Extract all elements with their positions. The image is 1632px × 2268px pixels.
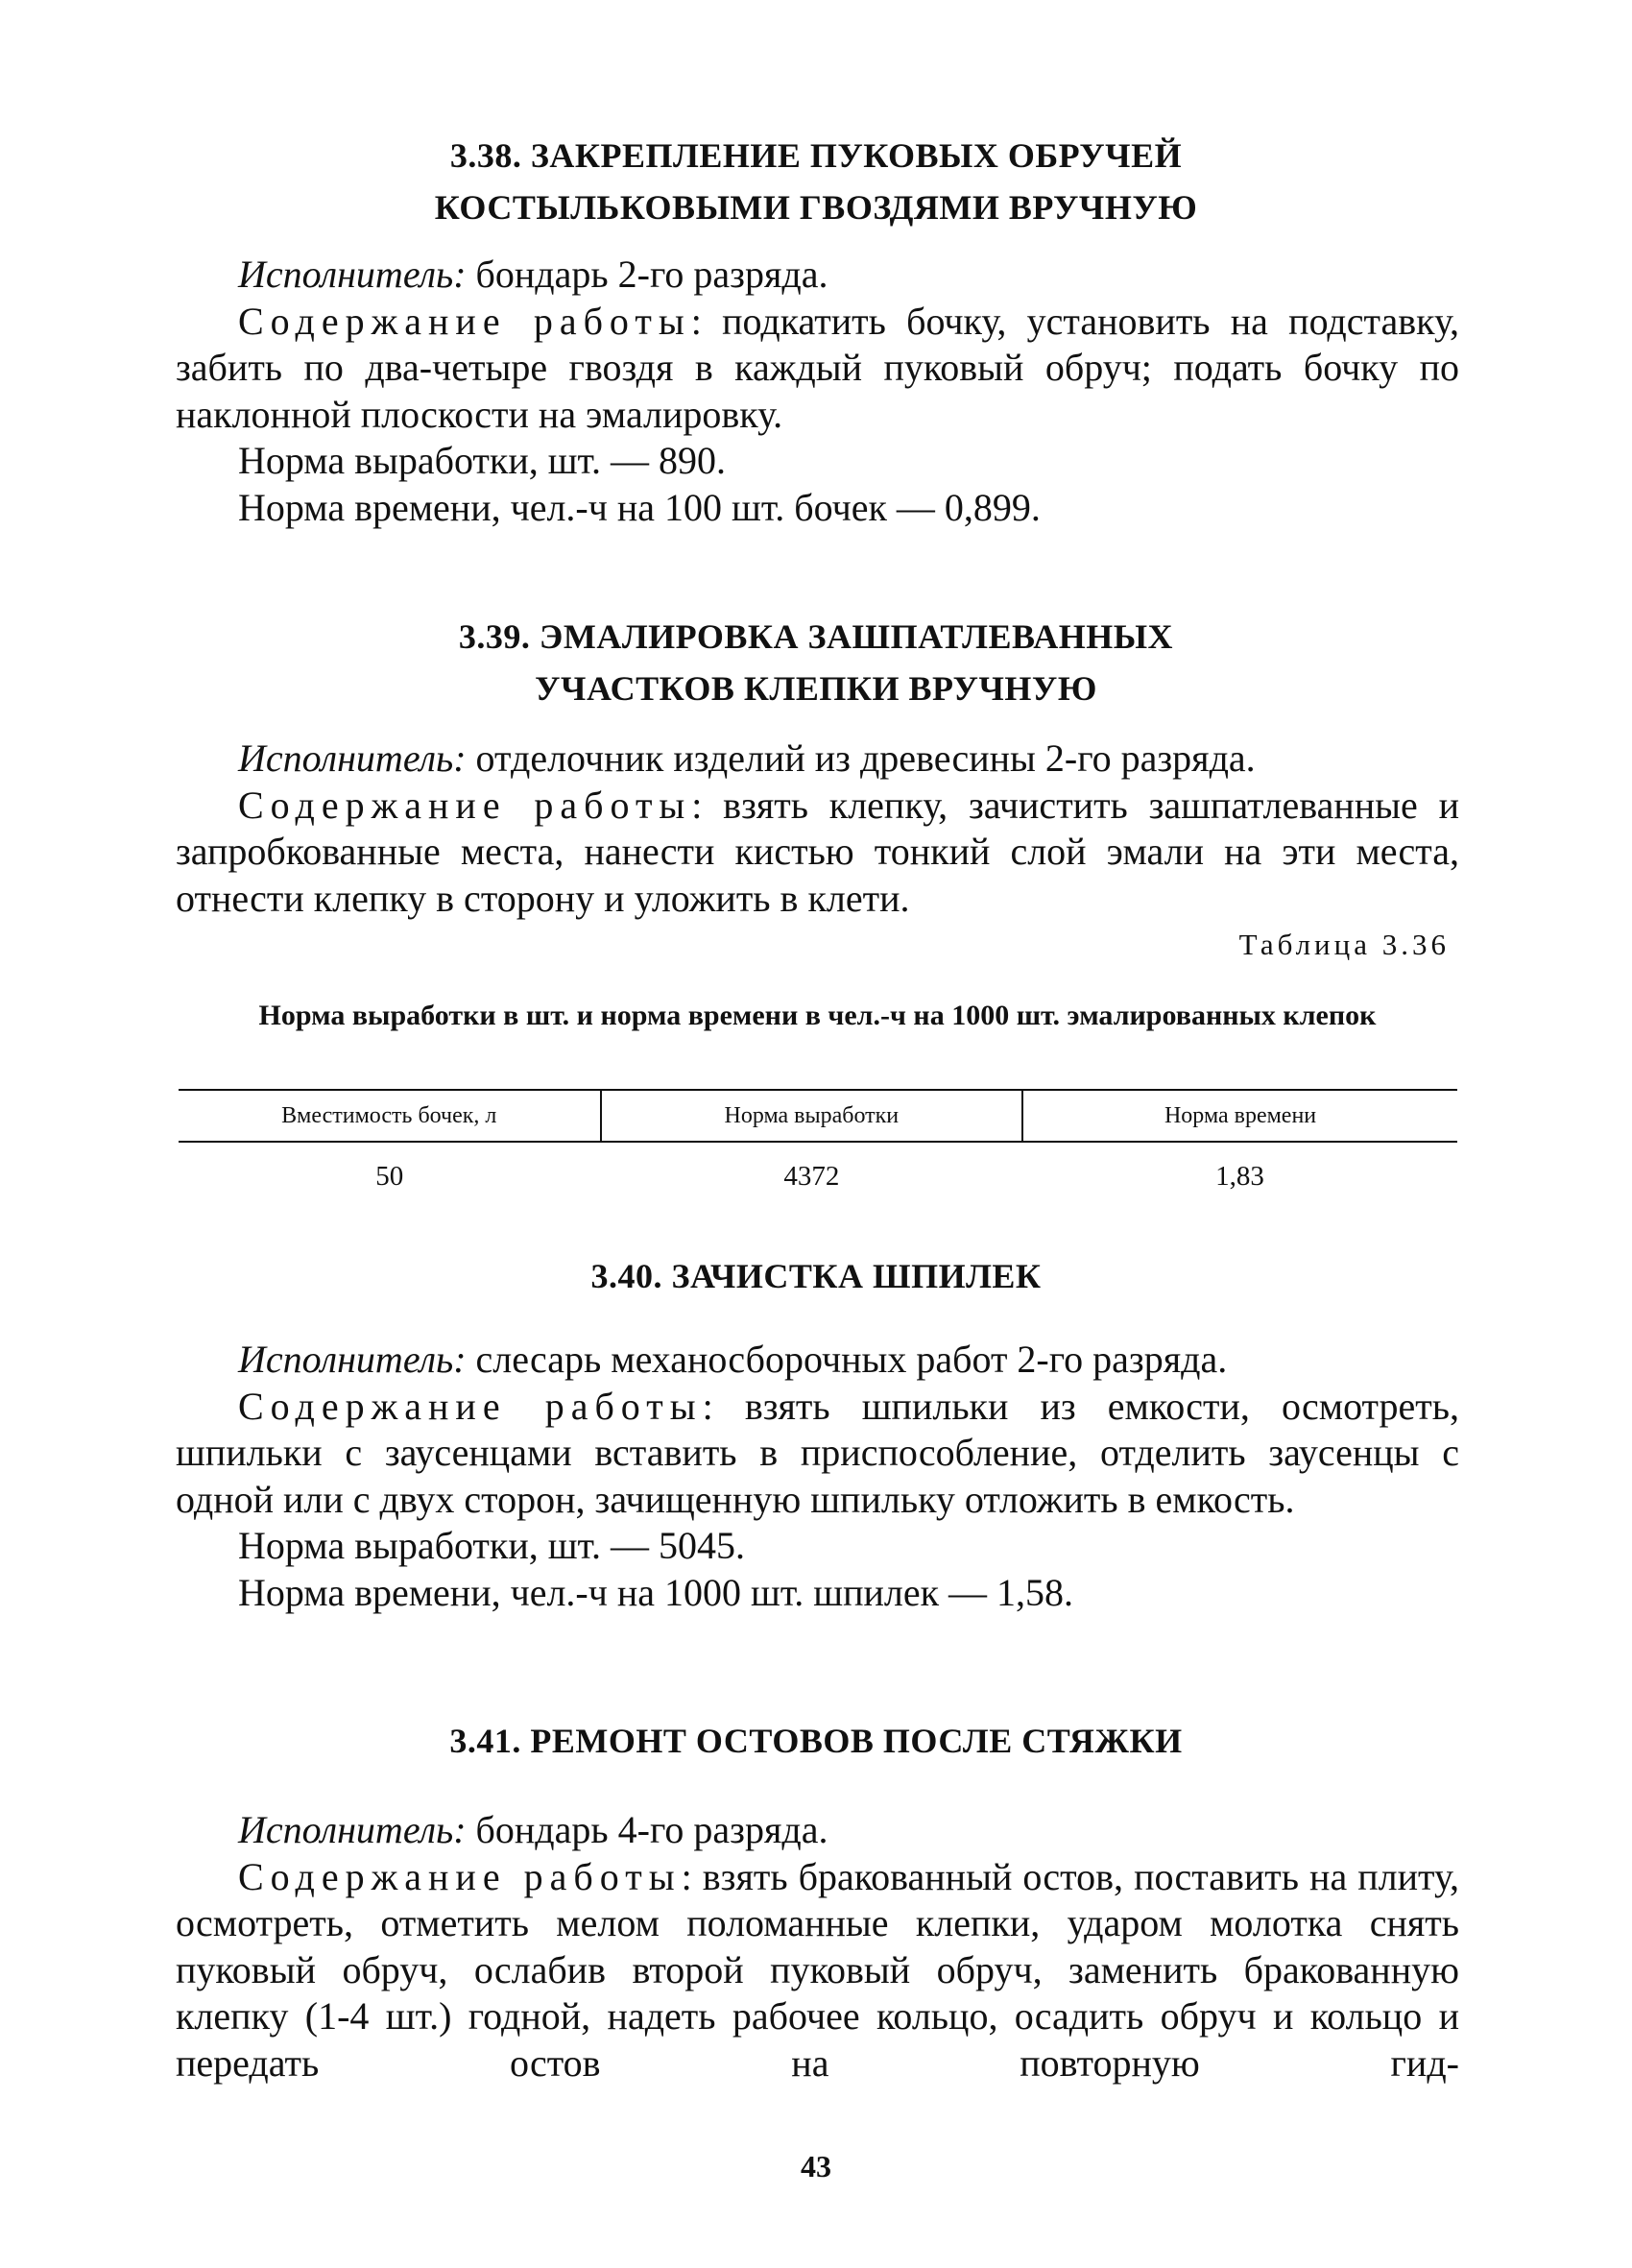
performer-label: Исполнитель: bbox=[238, 736, 467, 780]
page-number: 43 bbox=[801, 2149, 831, 2184]
heading-line: УЧАСТКОВ КЛЕПКИ ВРУЧНУЮ bbox=[535, 669, 1097, 708]
norms-table bbox=[179, 1089, 1457, 1207]
content-text: : взять шпильки из емкости, осмотреть, шпильки с заусенцами вставить в приспособление, отделить заусенцы с одной или с двух сторон, зачищенную шпильку отложить в емкость. bbox=[176, 1384, 1459, 1521]
performer-text: бондарь 4-го разряда. bbox=[466, 1808, 828, 1851]
section-heading-3-41 bbox=[173, 1715, 1459, 1767]
heading-line: 3.38. ЗАКРЕПЛЕНИЕ ПУКОВЫХ ОБРУЧЕЙ bbox=[449, 136, 1183, 175]
content-text: : подкатить бочку, установить на подставку, забить по два-четыре гвоздя в каждый пуковый обруч; подать бочку по наклонной плоскости на эмалировку. bbox=[176, 299, 1459, 436]
table-caption: Норма выработки в шт. и норма времени в чел.-ч на 1000 шт. эмалированных клепок bbox=[258, 1000, 1377, 1031]
performer-text: бондарь 2-го разряда. bbox=[466, 253, 828, 296]
content-paragraph bbox=[176, 299, 1459, 439]
norm-output: Норма выработки, шт. — 890. bbox=[238, 439, 727, 482]
heading-line: 3.40. ЗАЧИСТКА ШПИЛЕК bbox=[590, 1257, 1042, 1295]
table-header-time: Норма времени bbox=[1022, 1090, 1457, 1142]
section-body-3-39 bbox=[176, 736, 1459, 922]
content-paragraph bbox=[176, 1384, 1459, 1524]
section-body-3-38 bbox=[176, 252, 1459, 531]
table-cell-time: 1,83 bbox=[1215, 1160, 1264, 1192]
content-label: Содержание работы bbox=[238, 783, 692, 827]
performer-line bbox=[176, 252, 1459, 299]
performer-line bbox=[176, 1807, 1459, 1854]
section-body-3-41 bbox=[176, 1807, 1459, 2087]
content-label: Содержание работы bbox=[238, 299, 691, 343]
table-header-output: Норма выработки bbox=[601, 1090, 1023, 1142]
table-row bbox=[179, 1142, 1457, 1207]
content-text: : взять клепку, зачистить зашпатлеванные и запробкованные места, нанести кистью тонкий слой эмали на эти места, отнести клепку в сторону и уложить в клети. bbox=[176, 783, 1459, 920]
table-cell-capacity: 50 bbox=[375, 1160, 404, 1192]
performer-label: Исполнитель: bbox=[238, 1808, 467, 1851]
performer-line bbox=[176, 1337, 1459, 1384]
section-heading-3-40 bbox=[173, 1250, 1459, 1302]
performer-line bbox=[176, 736, 1459, 783]
heading-line: 3.39. ЭМАЛИРОВКА ЗАШПАТЛЕВАННЫХ bbox=[458, 617, 1174, 656]
table-cell-output: 4372 bbox=[783, 1160, 840, 1192]
heading-line: КОСТЫЛЬКОВЫМИ ГВОЗДЯМИ ВРУЧНУЮ bbox=[434, 188, 1198, 227]
section-heading-3-38 bbox=[173, 130, 1459, 233]
content-paragraph bbox=[176, 783, 1459, 923]
table-header-row bbox=[179, 1090, 1457, 1142]
content-paragraph bbox=[176, 1854, 1459, 2087]
performer-text: отделочник изделий из древесины 2-го разряда. bbox=[466, 736, 1256, 780]
section-heading-3-39 bbox=[173, 611, 1459, 714]
norm-time: Норма времени, чел.-ч на 100 шт. бочек — 0,899. bbox=[238, 485, 1041, 529]
table-header-capacity: Вместимость бочек, л bbox=[179, 1090, 601, 1142]
norm-output: Норма выработки, шт. — 5045. bbox=[238, 1524, 746, 1567]
heading-line: 3.41. РЕМОНТ ОСТОВОВ ПОСЛЕ СТЯЖКИ bbox=[449, 1722, 1183, 1760]
content-label: Содержание работы bbox=[238, 1854, 682, 1898]
norm-time: Норма времени, чел.-ч на 1000 шт. шпилек — 1,58. bbox=[238, 1570, 1074, 1614]
performer-label: Исполнитель: bbox=[238, 253, 467, 296]
performer-label: Исполнитель: bbox=[238, 1338, 467, 1381]
content-text: : взять бракованный остов, поставить на плиту, осмотреть, отметить мелом поломанные клепки, ударом молотка снять пуковый обруч, ослабив второй пуковый обруч, заменить бракованную клепку (1-4 шт.) годной, надеть рабочее кольцо, осадить обруч и кольцо и передать остов на повторную гид- bbox=[176, 1854, 1459, 2085]
performer-text: слесарь механосборочных работ 2-го разряда. bbox=[466, 1338, 1228, 1381]
section-body-3-40 bbox=[176, 1337, 1459, 1616]
table-label: Таблица 3.36 bbox=[1238, 928, 1450, 961]
content-label: Содержание работы bbox=[238, 1384, 703, 1428]
